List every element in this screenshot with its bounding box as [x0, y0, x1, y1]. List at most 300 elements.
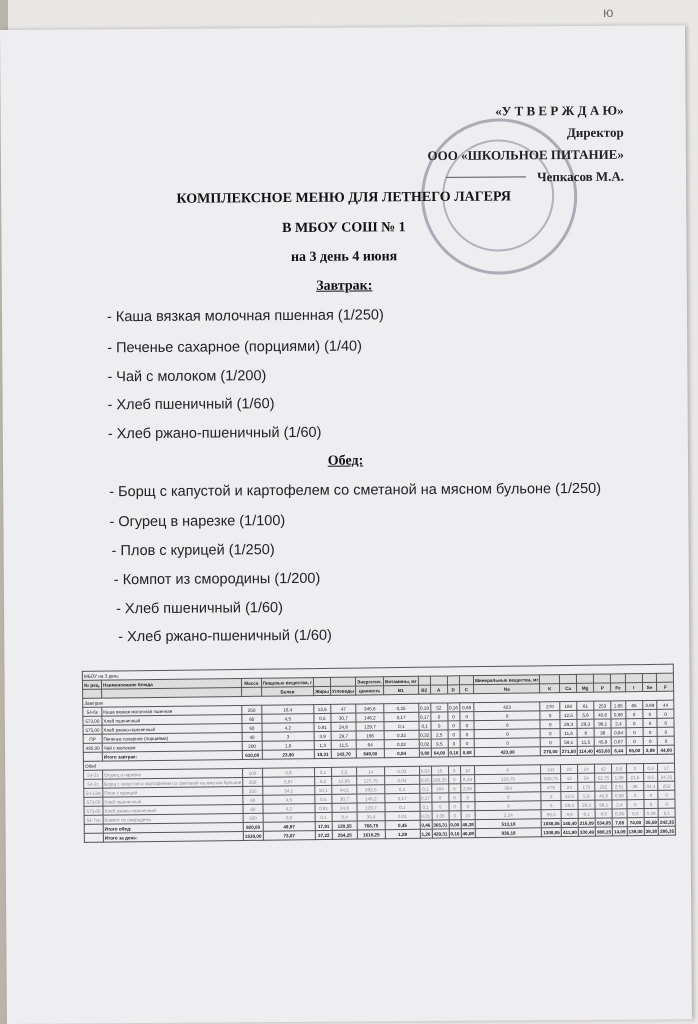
table-cell: 40,6	[595, 791, 612, 800]
table-cell: 0,1	[419, 721, 431, 730]
table-cell: 0	[657, 736, 674, 745]
table-cell: 270	[540, 702, 560, 711]
table-cell: 0,02	[419, 739, 431, 748]
table-cell: 34,4	[643, 781, 658, 790]
table-cell: Na	[474, 684, 540, 694]
table-cell: 14	[357, 767, 385, 776]
table-cell: 0,1	[315, 767, 332, 776]
lunch-item: - Хлеб пшеничный (1/60)	[115, 600, 283, 618]
table-cell: 0	[430, 712, 447, 721]
table-cell: 8,43	[460, 775, 475, 784]
table-cell: 345,6	[356, 704, 384, 713]
table-cell: 2,5	[331, 767, 356, 776]
table-cell: 271,50	[560, 746, 577, 755]
table-cell: 200	[243, 813, 263, 822]
lunch-heading: Обед:	[327, 453, 364, 469]
table-cell: 1,26	[420, 829, 432, 838]
table-cell: K	[540, 684, 560, 693]
table-cell: 129,7	[357, 803, 385, 812]
table-cell: 0	[658, 790, 675, 799]
table-cell: 9,5	[431, 739, 448, 748]
table-cell: 0,6	[612, 764, 627, 773]
table-cell: 9,8	[561, 809, 578, 818]
lunch-item: - Хлеб ржано-пшеничный (1/60)	[118, 627, 332, 646]
table-cell: 2,51	[612, 782, 627, 791]
table-cell: 52,75	[595, 773, 612, 782]
table-cell: 0,03	[419, 766, 431, 775]
table-section-label: Обед	[83, 754, 674, 770]
table-cell: Хлеб ржано-пшеничный	[103, 804, 243, 815]
corner-mark: ю	[603, 4, 614, 20]
table-cell: 0	[541, 738, 561, 747]
table-cell: 146,2	[356, 713, 384, 722]
table-cell: 250	[243, 777, 263, 786]
table-cell: 12,65	[331, 776, 356, 785]
table-cell: 0,68	[611, 710, 626, 719]
table-cell: 0,3	[643, 763, 658, 772]
table-cell: 73,87	[263, 831, 316, 841]
table-cell	[447, 676, 459, 685]
table-cell: 39,38	[644, 826, 659, 835]
table-cell: 423,00	[474, 747, 540, 757]
table-cell: 0	[448, 739, 460, 748]
table-cell: 0	[431, 793, 448, 802]
table-cell: 85,5	[541, 810, 561, 819]
table-cell: 2,4	[611, 719, 626, 728]
table-cell: 0,32	[384, 730, 419, 739]
table-cell	[430, 676, 447, 685]
table-cell: 0,5	[263, 813, 316, 823]
table-cell: 59,1	[560, 737, 577, 746]
table-cell: Компот из смородины	[103, 813, 243, 824]
table-cell: 0	[541, 801, 561, 810]
table-cell: 0	[475, 792, 541, 802]
table-cell: Углеводы	[330, 686, 355, 695]
table-cell: 0	[460, 739, 475, 748]
table-cell: 139,00	[627, 827, 644, 836]
table-cell: 0,02	[384, 739, 419, 748]
table-cell: 1038,05	[542, 819, 562, 828]
school-title: В МБОУ СОШ № 1	[282, 220, 406, 237]
table-cell: A	[430, 685, 447, 694]
table-cell: 330,75	[541, 774, 561, 783]
table-cell: 14	[578, 764, 595, 773]
table-cell: 1,08	[612, 773, 627, 782]
table-cell: 0,17	[384, 712, 419, 721]
table-cell: 0	[627, 791, 644, 800]
table-cell: 264,25	[332, 830, 357, 839]
table-cell: 0	[475, 801, 541, 811]
table-cell: 8	[475, 765, 541, 775]
table-cell: 40,6	[594, 710, 611, 719]
table-cell: 44	[657, 700, 674, 709]
table-cell: 429,31	[432, 829, 449, 838]
table-cell: 0	[643, 736, 658, 745]
table-cell: 849,50	[356, 749, 384, 758]
table-cell: 0	[474, 729, 540, 739]
table-cell: 54-6к	[83, 707, 102, 716]
table-cell: 0	[448, 784, 460, 793]
table-cell: 0,5	[314, 713, 331, 722]
table-cell: Пищевые вещества, г	[261, 678, 314, 688]
table-cell: 29,3	[560, 719, 577, 728]
table-cell: Хлеб пшеничный	[102, 714, 242, 725]
table-cell: 0,16	[449, 829, 461, 838]
table-cell: 0,25	[384, 703, 419, 712]
table-cell: 0,1	[419, 784, 431, 793]
table-cell: ПР	[83, 734, 102, 743]
table-cell: 0	[626, 737, 643, 746]
table-cell: B1	[383, 685, 418, 694]
table-cell: 0	[643, 727, 658, 736]
table-cell: 0,1	[385, 802, 420, 811]
table-cell: 513,18	[475, 819, 541, 829]
table-cell: 0,17	[385, 793, 420, 802]
lunch-item: - Компот из смородины (1/200)	[113, 570, 321, 589]
table-cell: 3	[262, 732, 315, 742]
table-cell: 29,7	[331, 731, 356, 740]
table-cell: 0	[448, 775, 460, 784]
table-cell	[559, 674, 576, 683]
table-cell: 0,03	[384, 766, 419, 775]
table-cell: 64	[356, 740, 384, 749]
table-cell: 0	[448, 766, 460, 775]
table-cell: 0,84	[611, 728, 626, 737]
table-cell: 8,1	[578, 809, 595, 818]
table-cell: 534,05	[595, 818, 612, 827]
table-cell: D	[447, 685, 459, 694]
table-cell: P	[594, 683, 611, 692]
table-cell: 98,1	[594, 719, 611, 728]
table-cell: 0,04	[385, 775, 420, 784]
table-cell: 37,22	[315, 830, 332, 839]
table-cell: 10	[431, 766, 448, 775]
table-cell: 8,6	[595, 809, 612, 818]
table-cell: 45,9	[594, 737, 611, 746]
table-cell	[642, 673, 657, 682]
table-cell: 129,7	[356, 722, 384, 731]
table-cell: 7,65	[612, 818, 627, 827]
table-cell: 0	[431, 721, 448, 730]
table-cell: 0	[658, 799, 675, 808]
table-cell: 44,5	[332, 785, 357, 794]
table-cell: 17	[658, 763, 675, 772]
table-cell: 0	[540, 711, 560, 720]
table-cell: 0	[626, 719, 643, 728]
table-cell: 573,00	[83, 716, 102, 725]
table-cell: 36	[594, 728, 611, 737]
table-cell: 479	[541, 783, 561, 792]
table-cell: 143,70	[331, 749, 356, 758]
table-cell: 4,5	[263, 795, 316, 805]
table-cell: 23	[561, 764, 578, 773]
table-cell: 0,01	[385, 811, 420, 820]
table-cell: 0,87	[611, 737, 626, 746]
table-cell: 100	[243, 768, 263, 777]
table-cell: C	[459, 685, 474, 694]
table-cell: 270,00	[541, 747, 561, 756]
approval-signer: Чепкасов М.А.	[537, 168, 625, 185]
table-cell: 286,35	[659, 826, 676, 835]
table-cell: 0	[657, 727, 674, 736]
table-cell: 0,00	[449, 820, 461, 829]
table-cell: 21,5	[626, 773, 643, 782]
table-cell: 0	[449, 802, 461, 811]
table-cell: 6,1	[658, 808, 675, 817]
table-cell: 0	[657, 718, 674, 727]
table-cell: 0	[460, 721, 475, 730]
table-cell	[657, 673, 674, 682]
table-cell: Энергетич.	[355, 677, 383, 686]
table-cell: Итого завтрак:	[102, 750, 242, 761]
table-cell: 0,1	[420, 802, 432, 811]
table-cell: Минеральные вещества, мг	[474, 675, 540, 685]
table-cell: 24	[561, 782, 578, 791]
table-cell: 29,3	[561, 800, 578, 809]
table-cell: Fe	[611, 683, 626, 692]
table-cell: Масса	[241, 678, 261, 687]
table-cell: 0	[643, 718, 658, 727]
table-cell: 114,40	[577, 746, 594, 755]
table-cell: № рец.	[82, 680, 101, 689]
table-cell: 0	[474, 711, 540, 721]
table-cell: 242,35	[658, 817, 675, 826]
table-cell: 0	[626, 728, 643, 737]
table-cell: 3	[626, 764, 643, 773]
table-cell: 0,29	[644, 808, 659, 817]
table-cell: 3,06	[432, 811, 449, 820]
table-cell: 0	[626, 710, 643, 719]
table-cell: 0	[643, 709, 658, 718]
table-cell: 0,68	[459, 703, 474, 712]
table-cell: 0,19	[418, 703, 430, 712]
approval-org: ООО «ШКОЛЬНОЕ ПИТАНИЕ»	[427, 146, 624, 164]
table-cell: 60	[242, 723, 262, 732]
table-section-label: Завтрак	[83, 691, 674, 707]
table-cell: 52	[430, 703, 447, 712]
breakfast-item: - Хлеб ржано-пшеничный (1/60)	[107, 424, 322, 443]
table-cell: 3,9	[314, 731, 331, 740]
table-cell: 30,7	[331, 713, 356, 722]
table-cell: 0	[449, 811, 461, 820]
table-cell: 3,89	[642, 700, 657, 709]
table-caption: МБОУ на 3 день	[82, 664, 673, 680]
table-cell: 169,25	[431, 775, 448, 784]
table-cell: 54-2з	[84, 770, 103, 779]
table-cell: 8	[577, 728, 594, 737]
table-cell: 54-7хн	[84, 815, 103, 824]
table-cell	[84, 833, 103, 842]
approval-heading: «У Т В Е Р Ж Д А Ю»	[495, 102, 624, 119]
table-cell: Ca	[560, 683, 577, 692]
table-cell: 4,5	[262, 714, 315, 724]
table-cell	[540, 675, 560, 684]
table-cell: 610,00	[242, 750, 262, 759]
table-cell: 40	[242, 732, 262, 741]
table-cell: 60	[242, 714, 262, 723]
table-cell: 364	[475, 783, 541, 793]
table-cell: 1,65	[611, 701, 626, 710]
table-cell: 133,75	[475, 774, 541, 784]
table-cell: 453,60	[594, 746, 611, 755]
table-cell: 12,6	[314, 704, 331, 713]
table-cell: ценность	[356, 686, 384, 695]
table-cell: 65,00	[626, 746, 643, 755]
table-cell: 34,1	[262, 786, 315, 796]
table-cell: 393,5	[357, 785, 385, 794]
table-cell: 54-2с	[84, 779, 103, 788]
table-cell: 0,3	[627, 809, 644, 818]
table-cell	[611, 674, 626, 683]
table-cell	[84, 824, 103, 833]
table-cell: 0	[448, 793, 460, 802]
table-cell: 10,1	[315, 785, 332, 794]
table-cell: 411,90	[561, 827, 578, 836]
table-cell: 24	[578, 773, 595, 782]
table-cell: 47	[331, 704, 356, 713]
table-cell: Итого за день:	[103, 831, 243, 842]
table-cell: 0,80	[419, 748, 431, 757]
table-cell	[314, 677, 331, 686]
table-cell: 0	[474, 720, 540, 730]
table-cell: 0	[541, 792, 561, 801]
table-cell: 6,2	[315, 776, 332, 785]
table-cell: Наименование блюда	[101, 678, 241, 689]
table-cell: 65	[625, 701, 642, 710]
table-cell: 11,5	[331, 740, 356, 749]
table-cell: 61	[577, 701, 594, 710]
table-cell: 23,90	[262, 750, 315, 760]
table-cell: 10,4	[261, 705, 314, 715]
table-cell: 0,8	[262, 768, 315, 778]
table-cell: 0	[644, 799, 659, 808]
table-cell: 11,6	[560, 728, 577, 737]
table-cell: 180	[560, 701, 577, 710]
table-cell: 24	[461, 811, 476, 820]
table-cell: 35,4	[357, 812, 385, 821]
table-cell: 3,89	[643, 745, 658, 754]
lunch-item: - Огурец в нарезке (1/100)	[109, 513, 286, 531]
table-cell: 0	[461, 802, 476, 811]
table-cell: 4,2	[263, 804, 316, 814]
table-cell: 0,05	[419, 775, 431, 784]
table-cell: 29,3	[577, 719, 594, 728]
table-cell: 24,8	[332, 803, 357, 812]
table-cell: 575,00	[83, 725, 102, 734]
table-cell: Чай с молоком	[102, 741, 242, 752]
table-cell: 60	[243, 795, 263, 804]
table-cell: 74,00	[627, 818, 644, 827]
table-cell: 920,00	[243, 822, 263, 831]
table-cell: Mg	[577, 683, 594, 692]
table-cell: 64,00	[431, 748, 448, 757]
table-cell: 0,84	[384, 748, 419, 757]
table-cell: 1,6	[262, 741, 315, 751]
table-cell: 0,1	[384, 721, 419, 730]
table-cell: 5,6	[577, 710, 594, 719]
table-cell: Хлеб пшеничный	[103, 795, 243, 806]
table-cell: 0	[459, 712, 474, 721]
approval-block	[427, 100, 624, 189]
table-cell: 6,44	[611, 746, 626, 755]
table-cell: 216,09	[578, 818, 595, 827]
table-cell: 0	[657, 709, 674, 718]
table-cell: 0,1	[315, 812, 332, 821]
table-cell: 0,81	[315, 803, 332, 812]
table-cell: 29,3	[578, 800, 595, 809]
table-cell: 0,01	[420, 811, 432, 820]
table-cell: Se	[642, 682, 657, 691]
table-cell: 24,25	[658, 772, 675, 781]
table-cell	[594, 674, 611, 683]
document-page	[0, 25, 692, 1024]
table-cell: 24,8	[331, 722, 356, 731]
table-cell: Огурец в нарезке	[102, 768, 242, 779]
table-cell: 141	[541, 765, 561, 774]
table-cell: 1616,25	[357, 830, 385, 839]
table-cell: 253	[594, 701, 611, 710]
table-cell: Плов с курицей	[103, 786, 243, 797]
table-cell: 0	[540, 720, 560, 729]
table-cell: 0,32	[419, 730, 431, 739]
table-cell: 175	[578, 782, 595, 791]
table-cell: 1308,05	[542, 828, 562, 837]
table-cell: 0	[540, 729, 560, 738]
table-cell: 0	[432, 802, 449, 811]
table-cell: 0,5	[315, 794, 332, 803]
table-cell: 573,00	[84, 797, 103, 806]
breakfast-item: - Печенье сахарное (порциями) (1/40)	[107, 338, 362, 357]
table-cell: 17,91	[315, 821, 332, 830]
table-cell	[330, 677, 355, 686]
table-cell: Жиры	[314, 686, 331, 695]
table-cell	[83, 752, 102, 761]
table-cell: 0,46	[420, 820, 432, 829]
table-cell: Печенье сахарное (порциями)	[102, 732, 242, 743]
table-cell: 8,4	[332, 812, 357, 821]
table-cell: 0	[644, 790, 659, 799]
table-cell: 0	[460, 793, 475, 802]
table-cell: 36	[626, 782, 643, 791]
table-cell: 0	[447, 712, 459, 721]
table-cell: 0,17	[419, 793, 431, 802]
table-cell	[625, 674, 642, 683]
table-cell: 250	[243, 786, 263, 795]
table-cell: 184	[431, 784, 448, 793]
approval-position: Директор	[566, 124, 624, 141]
table-cell: 45,38	[461, 820, 476, 829]
table-cell: 0,45	[385, 820, 420, 829]
table-cell: 140,40	[561, 818, 578, 827]
table-cell: 0	[448, 721, 460, 730]
table-cell: 127,75	[357, 776, 385, 785]
table-cell: 766,75	[357, 821, 385, 830]
table-cell: Борщ с капустой и картофелем со сметаной на мясном бульоне	[103, 777, 243, 788]
table-cell: 46,08	[461, 829, 476, 838]
table-cell: B2	[418, 685, 430, 694]
table-cell: Витамины, мг	[383, 676, 418, 685]
breakfast-item: - Каша вязкая молочная пшенная (1/250)	[106, 307, 384, 326]
table-cell: Итого обед:	[103, 822, 243, 833]
table-cell: 330,49	[578, 827, 595, 836]
table-cell: 0,68	[460, 748, 475, 757]
table-cell: 0,81	[314, 722, 331, 731]
table-cell: 252	[658, 781, 675, 790]
table-cell: 4,2	[262, 723, 315, 733]
table-cell: 0,68	[612, 791, 627, 800]
day-title: на 3 день 4 июня	[290, 249, 398, 265]
table-cell: 49,97	[263, 822, 316, 832]
